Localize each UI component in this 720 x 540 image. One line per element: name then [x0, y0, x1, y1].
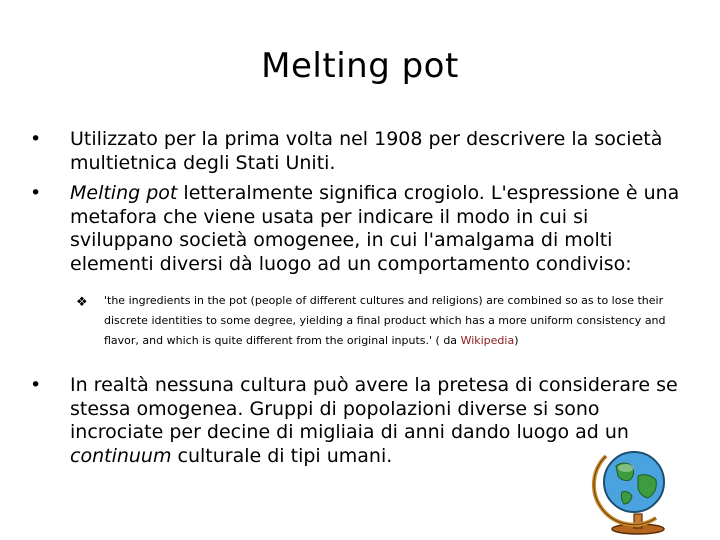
bullet-dot: • — [30, 182, 42, 204]
bullet-3-italic: continuum — [70, 444, 172, 467]
bullet-1 — [30, 128, 680, 175]
quote-close: ) — [514, 334, 519, 347]
sub-bullet-quote — [76, 291, 674, 351]
bullet-2-text — [70, 182, 680, 276]
wikipedia-link[interactable]: Wikipedia — [460, 334, 515, 347]
bullet-3 — [30, 374, 680, 468]
bullet-1-text: Utilizzato per la prima volta nel 1908 per descrivere la società multietnica degli Stati Uniti. — [70, 128, 663, 174]
bullet-3-body: In realtà nessuna cultura può avere la pretesa di considerare se stessa omogenea. Gruppi di popolazioni diverse si sono incrociate per decine di migliaia di anni dando luogo ad un — [70, 374, 678, 443]
bullet-dot: • — [30, 128, 42, 150]
bullet-dot: • — [30, 374, 42, 396]
bullet-2-body: letteralmente significa crogiolo. L'espressione è una metafora che viene usata per indicare il modo in cui si sviluppano società omogenee, in cui l'amalgama di molti elementi diversi dà luogo ad un comportamento condiviso: — [70, 182, 680, 275]
bullet-2-italic-lead: Melting pot — [70, 182, 178, 204]
slide-title: Melting pot — [261, 46, 459, 86]
bullet-2 — [30, 182, 680, 276]
diamond-bullet-icon: ❖ — [76, 295, 88, 310]
globe-icon — [586, 436, 686, 536]
quote-text: 'the ingredients in the pot (people of different cultures and religions) are combined so as to lose their discrete identities to some degree, yielding a final product which has a more uniform consistency and flavor, and which is quite different from the original inputs.' ( da — [104, 294, 666, 347]
bullet-3-tail: culturale di tipi umani. — [171, 444, 393, 467]
